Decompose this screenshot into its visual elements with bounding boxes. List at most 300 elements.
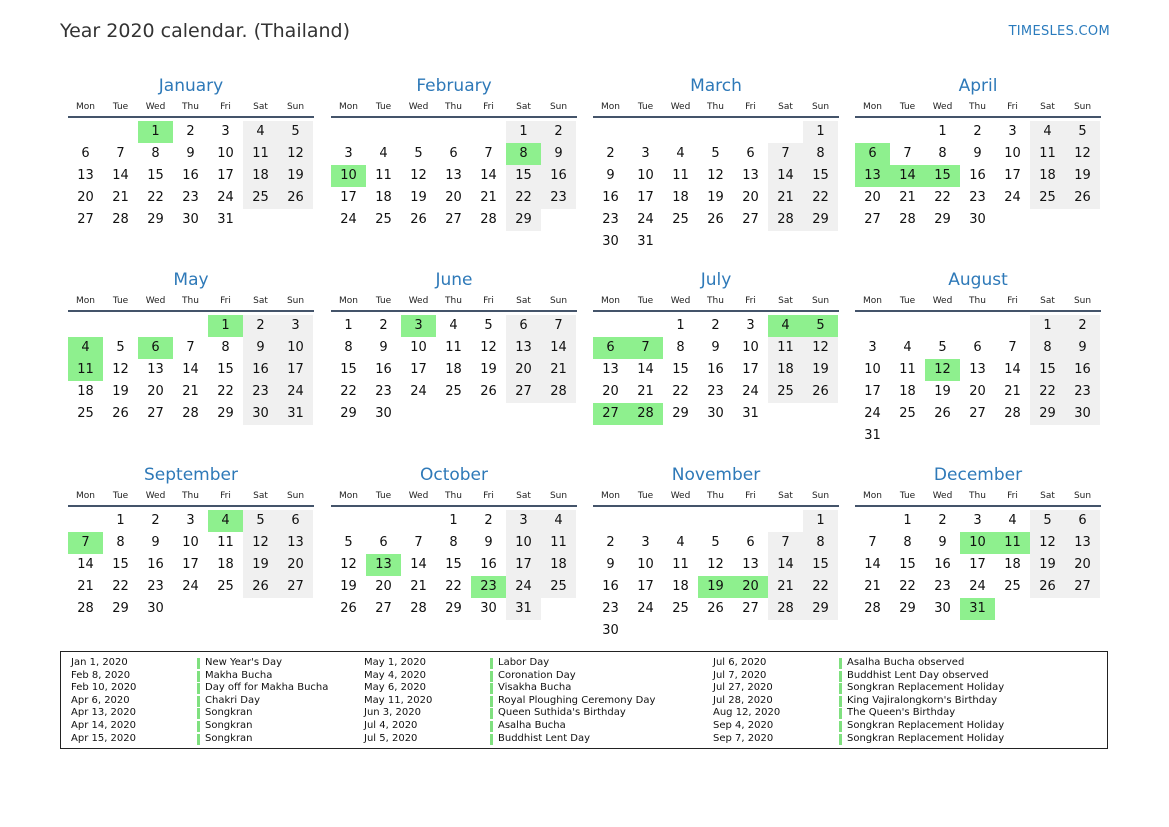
day-cell: 21: [899, 190, 916, 205]
month-name: April: [958, 76, 998, 96]
weekday-label: Mon: [863, 102, 882, 112]
holiday-date: Apr 13, 2020: [71, 707, 137, 719]
day-cell: 24: [637, 212, 654, 227]
weekday-label: Mon: [863, 296, 882, 306]
day-cell: 30: [243, 403, 278, 425]
holiday-item: [713, 657, 1043, 670]
empty-cell: [541, 403, 576, 425]
day-cell: 28: [112, 212, 129, 227]
empty-cell: [698, 121, 733, 143]
day-cell: 20: [278, 554, 313, 576]
day-cell: 28: [410, 601, 427, 616]
weekday-label: Thu: [445, 491, 462, 501]
holiday-name: Songkran Replacement Holiday: [847, 732, 1005, 744]
day-cell: 3: [1008, 124, 1017, 139]
empty-cell: [698, 231, 733, 253]
day-cell: 11: [672, 168, 689, 183]
day-cell: 10: [331, 165, 366, 187]
day-cell: 19: [934, 384, 951, 399]
holiday-date: Jun 3, 2020: [364, 707, 421, 719]
week-row: [68, 187, 314, 209]
day-cell: 30: [147, 601, 164, 616]
month-may: [68, 267, 314, 425]
day-cell: 16: [243, 359, 278, 381]
day-cell: 13: [742, 557, 759, 572]
weekday-label: Sun: [286, 102, 305, 112]
day-cell: 13: [506, 337, 541, 359]
day-cell: 14: [864, 557, 881, 572]
weekday-label: Wed: [145, 102, 166, 112]
weekday-label: Thu: [445, 102, 462, 112]
site-link[interactable]: TIMESLES.COM: [1008, 24, 1110, 39]
day-cell: 14: [768, 165, 803, 187]
day-cell: 4: [1008, 513, 1017, 528]
day-cell: 14: [637, 362, 654, 377]
day-cell: 7: [868, 535, 877, 550]
day-cell: 8: [803, 143, 838, 165]
day-cell: 15: [899, 557, 916, 572]
holiday-item: [713, 733, 1043, 746]
week-row: [331, 554, 577, 576]
month-february: [331, 73, 577, 231]
day-cell: 14: [112, 168, 129, 183]
day-cell: 13: [969, 362, 986, 377]
day-cell: 4: [449, 318, 458, 333]
day-cell: 19: [803, 359, 838, 381]
holiday-column: [71, 657, 401, 745]
month-name: January: [158, 76, 224, 96]
week-row: [855, 532, 1101, 554]
weekday-label: Wed: [145, 491, 166, 501]
empty-cell: [855, 121, 890, 143]
empty-cell: [278, 598, 313, 620]
day-cell: 26: [410, 212, 427, 227]
weekday-label: Fri: [220, 296, 231, 306]
weekday-label: Wed: [932, 102, 953, 112]
empty-cell: [1030, 209, 1065, 231]
holiday-date: Apr 15, 2020: [71, 732, 137, 744]
day-cell: 10: [1004, 146, 1021, 161]
month-name: September: [144, 465, 238, 485]
empty-cell: [243, 598, 278, 620]
week-row: [855, 121, 1101, 143]
day-cell: 21: [768, 187, 803, 209]
day-cell: 1: [803, 510, 838, 532]
week-row: [593, 187, 839, 209]
day-cell: 8: [676, 340, 685, 355]
day-cell: 3: [746, 318, 755, 333]
weekday-header: [331, 99, 577, 118]
day-cell: 24: [742, 384, 759, 399]
day-cell: 20: [1065, 554, 1100, 576]
day-cell: 14: [890, 165, 925, 187]
holiday-column: [364, 657, 694, 745]
day-cell: 1: [138, 121, 173, 143]
day-cell: 5: [1065, 121, 1100, 143]
day-cell: 7: [68, 532, 103, 554]
day-cell: 5: [484, 318, 493, 333]
weekday-header: [593, 99, 839, 118]
day-cell: 24: [182, 579, 199, 594]
day-cell: 28: [768, 209, 803, 231]
empty-cell: [890, 315, 925, 337]
empty-cell: [68, 121, 103, 143]
day-cell: 31: [637, 234, 654, 249]
week-row: [331, 337, 577, 359]
weekday-label: Fri: [483, 102, 494, 112]
day-cell: 23: [707, 384, 724, 399]
weekday-label: Tue: [375, 491, 392, 501]
weekday-label: Sun: [1073, 491, 1092, 501]
day-cell: 29: [147, 212, 164, 227]
day-cell: 12: [340, 557, 357, 572]
day-cell: 26: [1065, 187, 1100, 209]
empty-cell: [278, 209, 313, 231]
day-cell: 17: [637, 579, 654, 594]
weekday-label: Mon: [339, 296, 358, 306]
day-cell: 15: [672, 362, 689, 377]
month-january: [68, 73, 314, 231]
day-cell: 3: [641, 535, 650, 550]
holiday-name: King Vajiralongkorn's Birthday: [847, 694, 998, 706]
week-row: [855, 510, 1101, 532]
day-cell: 22: [934, 190, 951, 205]
empty-cell: [243, 209, 278, 231]
holiday-marker: [839, 658, 842, 669]
holiday-item: [364, 720, 694, 733]
holiday-name: Songkran Replacement Holiday: [847, 719, 1005, 731]
empty-cell: [173, 598, 208, 620]
day-cell: 13: [366, 554, 401, 576]
empty-cell: [103, 315, 138, 337]
week-row: [331, 121, 577, 143]
holiday-item: [713, 682, 1043, 695]
day-cell: 22: [147, 190, 164, 205]
day-cell: 24: [278, 381, 313, 403]
day-cell: 28: [182, 406, 199, 421]
day-cell: 26: [934, 406, 951, 421]
weekday-header: [855, 488, 1101, 507]
holiday-item: [71, 695, 401, 708]
day-cell: 21: [182, 384, 199, 399]
day-cell: 22: [217, 384, 234, 399]
weekday-label: Thu: [969, 102, 986, 112]
day-cell: 8: [116, 535, 125, 550]
day-cell: 25: [1004, 579, 1021, 594]
holiday-item: [364, 657, 694, 670]
holiday-name: Songkran: [205, 719, 253, 731]
weekday-label: Sun: [549, 102, 568, 112]
holiday-name: Asalha Bucha observed: [847, 657, 965, 668]
day-cell: 9: [151, 535, 160, 550]
day-cell: 1: [938, 124, 947, 139]
day-cell: 19: [698, 576, 733, 598]
day-cell: 26: [278, 187, 313, 209]
day-cell: 9: [1065, 337, 1100, 359]
day-cell: 28: [77, 601, 94, 616]
weekday-label: Sat: [1040, 296, 1055, 306]
empty-cell: [366, 510, 401, 532]
week-row: [855, 359, 1101, 381]
holiday-name: Royal Ploughing Ceremony Day: [498, 694, 656, 706]
empty-cell: [768, 403, 803, 425]
empty-cell: [541, 598, 576, 620]
page-title: Year 2020 calendar. (Thailand): [60, 20, 351, 42]
week-row: [593, 381, 839, 403]
day-cell: 12: [278, 143, 313, 165]
week-row: [68, 209, 314, 231]
week-row: [68, 359, 314, 381]
day-cell: 9: [606, 557, 615, 572]
month-name: October: [419, 465, 489, 485]
month-name: July: [700, 270, 732, 290]
holiday-marker: [839, 671, 842, 682]
empty-cell: [733, 620, 768, 642]
weekday-label: Thu: [182, 296, 199, 306]
week-row: [593, 209, 839, 231]
day-cell: 20: [733, 576, 768, 598]
week-row: [331, 510, 577, 532]
day-cell: 28: [541, 381, 576, 403]
day-cell: 19: [278, 165, 313, 187]
day-cell: 30: [602, 234, 619, 249]
day-cell: 3: [278, 315, 313, 337]
day-cell: 7: [1008, 340, 1017, 355]
empty-cell: [995, 598, 1030, 620]
day-cell: 21: [112, 190, 129, 205]
holiday-marker: [839, 734, 842, 745]
day-cell: 7: [186, 340, 195, 355]
day-cell: 11: [217, 535, 234, 550]
weekday-header: [331, 293, 577, 312]
day-cell: 21: [637, 384, 654, 399]
empty-cell: [733, 231, 768, 253]
weekday-label: Wed: [932, 296, 953, 306]
day-cell: 12: [707, 168, 724, 183]
day-cell: 24: [410, 384, 427, 399]
day-cell: 22: [899, 579, 916, 594]
week-row: [68, 576, 314, 598]
day-cell: 17: [410, 362, 427, 377]
week-row: [68, 554, 314, 576]
weekday-label: Tue: [112, 296, 129, 306]
day-cell: 1: [116, 513, 125, 528]
day-cell: 15: [803, 165, 838, 187]
weekday-label: Thu: [182, 491, 199, 501]
holiday-item: [364, 707, 694, 720]
weekday-label: Sat: [516, 296, 531, 306]
holiday-date: May 4, 2020: [364, 669, 427, 681]
week-row: [855, 143, 1101, 165]
day-cell: 18: [243, 165, 278, 187]
day-cell: 19: [1030, 554, 1065, 576]
day-cell: 11: [995, 532, 1030, 554]
holiday-marker: [839, 696, 842, 707]
weekday-label: Tue: [899, 296, 916, 306]
day-cell: 12: [803, 337, 838, 359]
day-cell: 21: [1004, 384, 1021, 399]
day-cell: 21: [541, 359, 576, 381]
day-cell: 12: [410, 168, 427, 183]
weekday-label: Fri: [745, 296, 756, 306]
empty-cell: [1030, 598, 1065, 620]
weekday-label: Tue: [637, 102, 654, 112]
day-cell: 25: [541, 576, 576, 598]
day-cell: 11: [68, 359, 103, 381]
week-row: [593, 403, 839, 425]
empty-cell: [925, 425, 960, 447]
weekday-label: Thu: [445, 296, 462, 306]
month-june: [331, 267, 577, 425]
empty-cell: [803, 403, 838, 425]
day-cell: 13: [147, 362, 164, 377]
day-cell: 17: [864, 384, 881, 399]
day-cell: 11: [375, 168, 392, 183]
day-cell: 28: [480, 212, 497, 227]
day-cell: 7: [628, 337, 663, 359]
day-cell: 27: [593, 403, 628, 425]
day-cell: 27: [147, 406, 164, 421]
day-cell: 28: [899, 212, 916, 227]
day-cell: 7: [768, 532, 803, 554]
day-cell: 26: [340, 601, 357, 616]
day-cell: 4: [243, 121, 278, 143]
day-cell: 23: [147, 579, 164, 594]
day-cell: 27: [1065, 576, 1100, 598]
day-cell: 19: [410, 190, 427, 205]
day-cell: 22: [672, 384, 689, 399]
holiday-marker: [490, 734, 493, 745]
week-row: [855, 598, 1101, 620]
weekday-header: [68, 488, 314, 507]
day-cell: 17: [217, 168, 234, 183]
month-name: June: [435, 270, 473, 290]
empty-cell: [768, 121, 803, 143]
day-cell: 16: [480, 557, 497, 572]
day-cell: 22: [112, 579, 129, 594]
day-cell: 31: [960, 598, 995, 620]
day-cell: 16: [375, 362, 392, 377]
day-cell: 12: [1030, 532, 1065, 554]
day-cell: 23: [182, 190, 199, 205]
day-cell: 13: [1065, 532, 1100, 554]
day-cell: 13: [855, 165, 890, 187]
weekday-label: Fri: [745, 102, 756, 112]
day-cell: 22: [340, 384, 357, 399]
day-cell: 15: [506, 165, 541, 187]
day-cell: 9: [541, 143, 576, 165]
weekday-label: Sun: [549, 296, 568, 306]
day-cell: 1: [506, 121, 541, 143]
month-november: [593, 462, 839, 642]
day-cell: 3: [506, 510, 541, 532]
weekday-label: Mon: [601, 296, 620, 306]
weekday-label: Mon: [76, 102, 95, 112]
empty-cell: [803, 620, 838, 642]
holiday-date: Jul 6, 2020: [713, 657, 767, 668]
day-cell: 17: [278, 359, 313, 381]
holiday-marker: [839, 721, 842, 732]
day-cell: 1: [803, 121, 838, 143]
week-row: [593, 620, 839, 642]
empty-cell: [68, 315, 103, 337]
day-cell: 6: [379, 535, 388, 550]
day-cell: 13: [77, 168, 94, 183]
day-cell: 29: [1030, 403, 1065, 425]
empty-cell: [768, 231, 803, 253]
holiday-item: [364, 733, 694, 746]
month-name: March: [690, 76, 742, 96]
empty-cell: [401, 403, 436, 425]
empty-cell: [1065, 598, 1100, 620]
day-cell: 4: [676, 146, 685, 161]
empty-cell: [925, 315, 960, 337]
day-cell: 18: [1004, 557, 1021, 572]
day-cell: 18: [1030, 165, 1065, 187]
day-cell: 29: [803, 209, 838, 231]
day-cell: 16: [602, 190, 619, 205]
holiday-item: [713, 695, 1043, 708]
day-cell: 8: [151, 146, 160, 161]
day-cell: 5: [414, 146, 423, 161]
day-cell: 30: [182, 212, 199, 227]
empty-cell: [768, 620, 803, 642]
day-cell: 9: [243, 337, 278, 359]
day-cell: 16: [602, 579, 619, 594]
empty-cell: [663, 121, 698, 143]
weekday-label: Fri: [1007, 102, 1018, 112]
empty-cell: [663, 510, 698, 532]
day-cell: 13: [602, 362, 619, 377]
month-name: May: [173, 270, 209, 290]
day-cell: 25: [768, 381, 803, 403]
week-row: [855, 576, 1101, 598]
week-row: [855, 165, 1101, 187]
day-cell: 21: [77, 579, 94, 594]
day-cell: 4: [676, 535, 685, 550]
day-cell: 1: [344, 318, 353, 333]
empty-cell: [628, 510, 663, 532]
weekday-label: Mon: [339, 491, 358, 501]
day-cell: 3: [973, 513, 982, 528]
day-cell: 25: [77, 406, 94, 421]
empty-cell: [593, 121, 628, 143]
week-row: [593, 359, 839, 381]
day-cell: 25: [375, 212, 392, 227]
weekday-label: Sun: [1073, 296, 1092, 306]
holiday-marker: [490, 671, 493, 682]
day-cell: 10: [637, 168, 654, 183]
day-cell: 26: [803, 381, 838, 403]
weekday-label: Fri: [745, 491, 756, 501]
day-cell: 15: [803, 554, 838, 576]
day-cell: 20: [506, 359, 541, 381]
holiday-item: [364, 682, 694, 695]
weekday-label: Fri: [483, 491, 494, 501]
weekday-label: Sun: [1073, 102, 1092, 112]
day-cell: 3: [344, 146, 353, 161]
empty-cell: [995, 209, 1030, 231]
week-row: [331, 209, 577, 231]
weekday-label: Sun: [549, 491, 568, 501]
holiday-item: [71, 682, 401, 695]
day-cell: 6: [278, 510, 313, 532]
day-cell: 1: [676, 318, 685, 333]
day-cell: 17: [742, 362, 759, 377]
weekday-label: Sun: [811, 491, 830, 501]
weekday-label: Wed: [408, 296, 429, 306]
holiday-item: [713, 720, 1043, 733]
